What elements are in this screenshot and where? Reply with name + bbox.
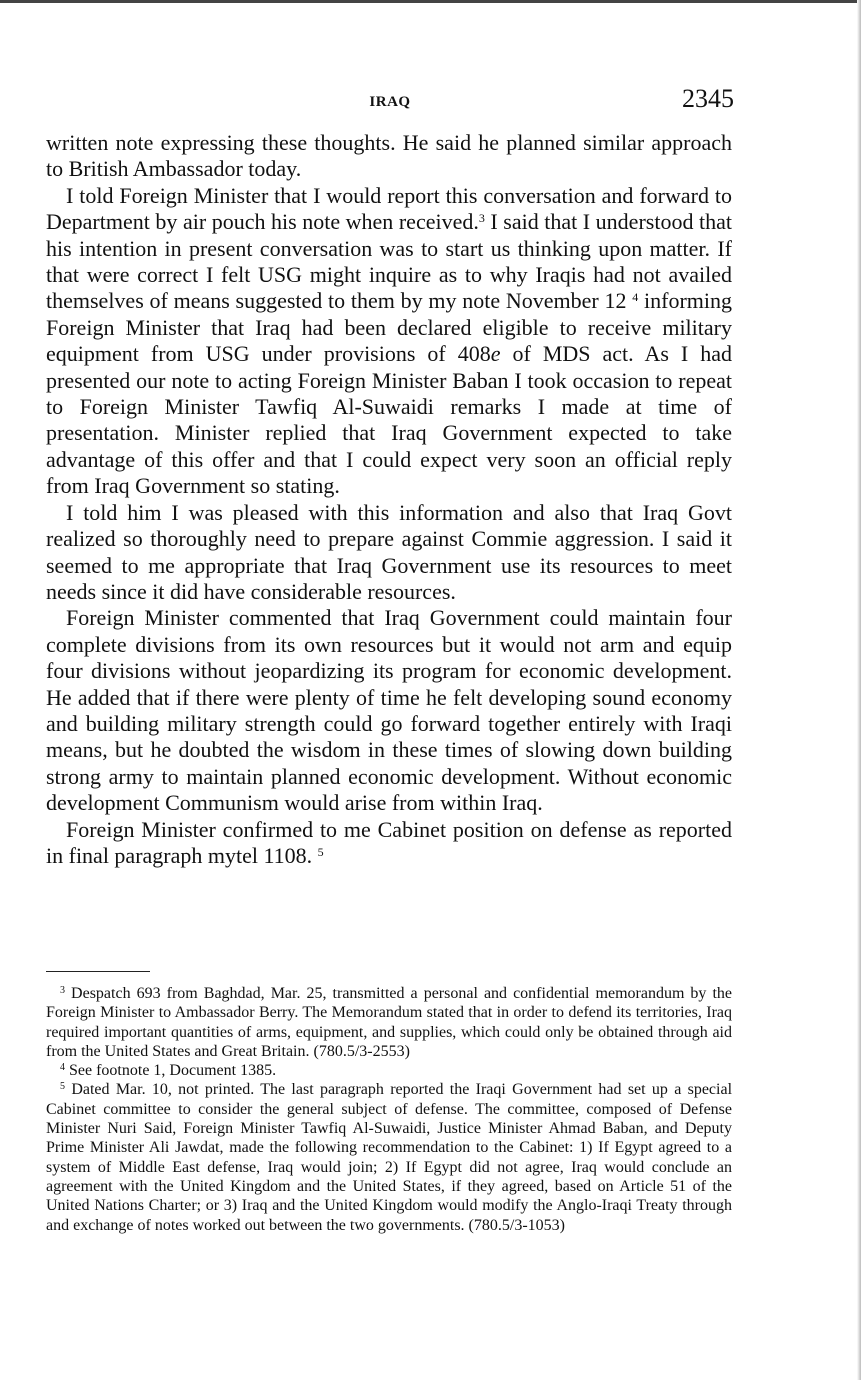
footnote-text: See footnote 1, Document 1385. [69,1062,277,1080]
footnote-3 [46,984,732,1061]
footnote-text: Dated Mar. 10, not printed. The last paragraph reported the Iraqi Government had set up a special Cabinet committee to consider the general subject of defense. The committee, composed of Defense Minister Nuri Said, Foreign Minister Tawfiq Al-Suwaidi, Justice Minister Ahmad Baban, and Deputy Prime Minister Ali Jawdat, made the following recommendation to the Cabinet: 1) If Egypt agreed to a system of Middle East defense, Iraq would join; 2) If Egypt did not agree, Iraq would conclude an agreement with the United Kingdom and the United States, if they agreed, based on Article 51 of the United Nations Charter; or 3) Iraq and the United Kingdom would modify the Anglo-Iraqi Treaty through and exchange of notes worked out between the two governments. (780.5/3-1053) [46,1081,733,1234]
paragraph [46,817,732,870]
body-text [46,130,732,869]
text-run-italic: e [490,341,501,367]
footnote-ref-5[interactable]: 5 [317,844,324,859]
text-run: informing Foreign Minister that Iraq had been declared eligible to receive military equipment from USG under provisions of 408 [46,288,732,367]
paragraph-continued: written note expressing these thoughts. He said he planned similar approach to British Ambassador today. [46,130,732,182]
text-run: I told Foreign Minister that I would report this conversation and forward to Department by air pouch his note when received. [46,182,732,235]
page-top-edge [0,0,861,3]
footnote-ref-3[interactable]: 3 [478,211,485,226]
footnote-marker: 4 [60,1062,65,1074]
footnote-marker: 3 [60,985,65,996]
footnote-ref-4[interactable]: 4 [632,290,639,305]
page-number: 2345 [682,84,734,113]
footnote-marker: 5 [60,1081,65,1093]
text-run: Foreign Minister confirmed to me Cabinet position on defense as reported in final paragraph mytel 1108. [46,816,732,868]
text-run: I said that I understood that his intention in present conversation was to start us thinking upon matter. If that were correct I felt USG might inquire as to why Iraqis had not availed themselves of means suggested to them by my note November 12 [46,209,732,314]
footnote-divider [46,971,150,972]
page-right-edge [857,0,861,1380]
running-title: IRAQ [369,94,411,110]
text-run: of MDS act. As I had presented our note to acting Foreign Minister Baban I took occasion to repeat to Foreign Minister Tawfiq Al-Suwaidi remarks I made at time of presentation. Minister replied that Iraq Government expected to take advantage of this offer and that I could expect very soon an official reply from Iraq Government so stating. [46,341,733,499]
footnotes [46,984,732,1235]
paragraph [46,183,732,500]
running-header [46,84,734,118]
paragraph: Foreign Minister commented that Iraq Government could maintain four complete divisions from its own resources but it would not arm and equip four divisions without jeopardizing its program for economic development. He added that if there were plenty of time he felt developing sound economy and building military strength could go forward together entirely with Iraqi means, but he doubted the wisdom in these times of slowing down building strong army to maintain planned economic development. Without economic development Communism would arise from within Iraq. [46,605,732,816]
footnote-4 [46,1061,732,1080]
footnote-5 [46,1080,732,1234]
paragraph: I told him I was pleased with this information and also that Iraq Govt realized so thoroughly need to prepare against Commie aggression. I said it seemed to me appropriate that Iraq Government use its resources to meet needs since it did have considerable resources. [46,499,732,604]
footnote-text: Despatch 693 from Baghdad, Mar. 25, transmitted a personal and confidential memorandum by the Foreign Minister to Ambassador Berry. The Memorandum stated that in order to defend its territories, Iraq required important quantities of arms, equipment, and supplies, which could only be obtained through aid from the United States and Great Britain. (780.5/3-2553) [46,985,733,1060]
